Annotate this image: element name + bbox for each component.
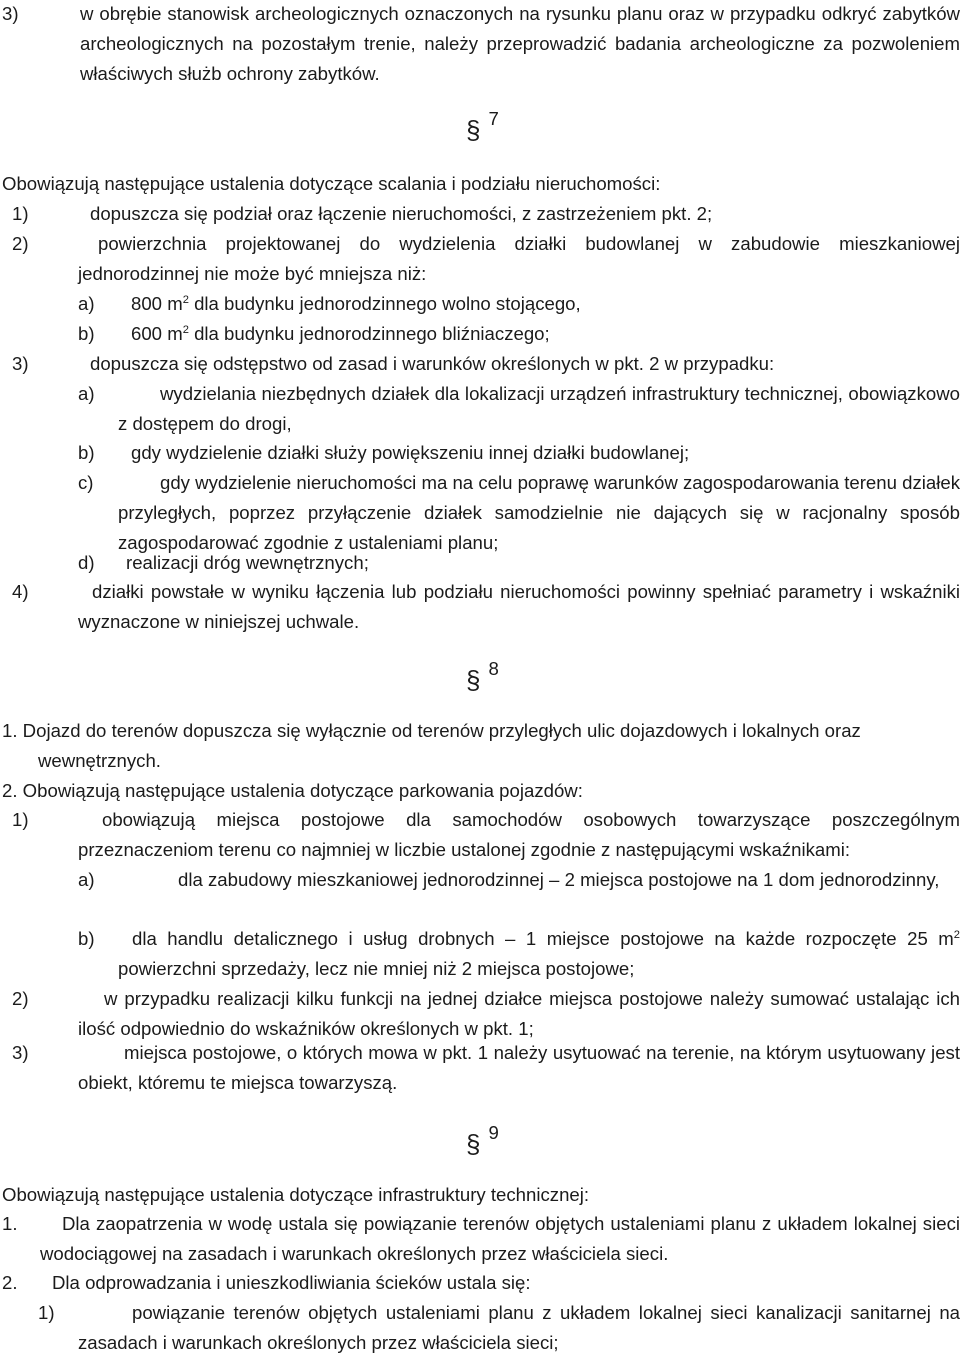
item-label: 3) <box>2 3 19 24</box>
superscript: 2 <box>953 928 960 941</box>
section-symbol: § <box>466 665 481 695</box>
item-label: b) <box>78 323 95 344</box>
section-number: 7 <box>488 108 499 129</box>
s8-item-1a <box>78 865 960 895</box>
section-heading-8 <box>466 658 499 695</box>
s7-item-4 <box>12 577 960 637</box>
item-text: gdy wydzielenie nieruchomości ma na celu poprawę warunków zagospodarowania terenu działek przyległych, poprzez przyłączenie działek samodzielnie nie dających się w racjonalny sposób zagospodarować zgodnie z ustaleniami planu; <box>118 472 960 553</box>
s7-item-3c <box>78 468 960 558</box>
item-label: 1) <box>12 809 29 830</box>
section-heading-9 <box>466 1122 499 1159</box>
s7-item-3b <box>78 438 960 468</box>
item-text: 800 m <box>131 293 183 314</box>
item-label: b) <box>78 928 95 949</box>
section-number: 9 <box>488 1122 499 1143</box>
s7-item-3 <box>12 349 960 379</box>
item-text: dopuszcza się podział oraz łączenie nieruchomości, z zastrzeżeniem pkt. 2; <box>90 203 713 224</box>
section-heading-7 <box>466 108 499 145</box>
item-text: powierzchnia projektowanej do wydzielenia działki budowlanej w zabudowie mieszkaniowej jednorodzinnej nie może być mniejsza niż: <box>78 233 960 284</box>
item-text: dla zabudowy mieszkaniowej jednorodzinnej – 2 miejsca postojowe na 1 dom jednorodzinny, <box>178 869 940 890</box>
item-text-rest: dla budynku jednorodzinnego wolno stojącego, <box>188 293 581 314</box>
s8-item-2 <box>12 984 960 1044</box>
item-label: a) <box>78 869 95 890</box>
item-label: d) <box>78 552 95 573</box>
item-label: 2) <box>12 988 29 1009</box>
s7-item-3d <box>78 548 960 578</box>
section-symbol: § <box>466 1129 481 1159</box>
item-label: 2) <box>12 233 29 254</box>
s8-point-2: 2. Obowiązują następujące ustalenia dotyczące parkowania pojazdów: <box>2 780 583 801</box>
item-text: gdy wydzielenie działki służy powiększeniu innej działki budowlanej; <box>131 442 690 463</box>
item-label: 2. <box>2 1272 18 1293</box>
item-label: 1) <box>38 1302 55 1323</box>
item-label: 3) <box>12 353 29 374</box>
list-item-3-archaeology <box>2 0 960 89</box>
item-text: Dla zaopatrzenia w wodę ustala się powiązanie terenów objętych ustaleniami planu z układem lokalnej sieci wodociągowej na zasadach i warunkach określonych przez właściciela sieci. <box>40 1213 960 1264</box>
s7-item-2a <box>78 289 960 319</box>
item-label: a) <box>78 293 95 314</box>
item-text: dla handlu detalicznego i usług drobnych – 1 miejsce postojowe na każde rozpoczęte 25 m <box>132 928 954 949</box>
point-text: 1. Dojazd do terenów dopuszcza się wyłącznie od terenów przyległych ulic dojazdowych i lokalnych oraz wewnętrznych. <box>2 720 861 771</box>
s8-item-1b <box>78 924 960 984</box>
s7-item-2b <box>78 319 960 349</box>
item-text: realizacji dróg wewnętrznych; <box>126 552 369 573</box>
item-text: wydzielania niezbędnych działek dla lokalizacji urządzeń infrastruktury technicznej, obowiązkowo z dostępem do drogi, <box>118 383 960 434</box>
item-label: c) <box>78 472 94 493</box>
item-label: 1) <box>12 203 29 224</box>
s8-item-1 <box>12 805 960 865</box>
item-text: w obrębie stanowisk archeologicznych oznaczonych na rysunku planu oraz w przypadku odkryć zabytków archeologicznych na pozostałym trenie, należy przeprowadzić badania archeologiczne za pozwoleniem właściwych służb ochrony zabytków. <box>80 3 960 84</box>
item-text: dopuszcza się odstępstwo od zasad i warunków określonych w pkt. 2 w przypadku: <box>90 353 775 374</box>
item-text: powiązanie terenów objętych ustaleniami planu z układem lokalnej sieci kanalizacji sanitarnej na zasadach i warunkach określonych przez właściciela sieci; <box>78 1302 960 1353</box>
item-text: Dla odprowadzania i unieszkodliwiania ścieków ustala się: <box>52 1272 531 1293</box>
item-text: 600 m <box>131 323 183 344</box>
item-text: miejsca postojowe, o których mowa w pkt. 1 należy usytuować na terenie, na którym usytuowany jest obiekt, któremu te miejsca towarzyszą. <box>78 1042 960 1093</box>
item-label: 3) <box>12 1042 29 1063</box>
item-label: 1. <box>2 1213 18 1234</box>
item-text: działki powstałe w wyniku łączenia lub podziału nieruchomości powinny spełniać parametry i wskaźniki wyznaczone w niniejszej uchwale. <box>78 581 960 632</box>
s8-point-1 <box>2 716 960 776</box>
item-label: b) <box>78 442 95 463</box>
item-text-rest: dla budynku jednorodzinnego bliźniaczego; <box>188 323 550 344</box>
s7-item-2 <box>12 229 960 289</box>
s9-point-2 <box>2 1268 960 1298</box>
item-label: 4) <box>12 581 29 602</box>
s7-item-3a <box>78 379 960 439</box>
s9-point-2-item-1 <box>38 1298 960 1358</box>
item-text: obowiązują miejsca postojowe dla samochodów osobowych towarzyszące poszczególnym przeznaczeniom terenu co najmniej w liczbie ustalonej zgodnie z następującymi wskaźnikami: <box>78 809 960 860</box>
item-label: a) <box>78 383 95 404</box>
superscript: 2 <box>182 323 189 336</box>
section-number: 8 <box>488 658 499 679</box>
s7-item-1 <box>12 199 960 229</box>
section-9-intro: Obowiązują następujące ustalenia dotyczące infrastruktury technicznej: <box>2 1184 590 1205</box>
item-text: w przypadku realizacji kilku funkcji na jednej działce miejsca postojowe należy sumować ustalając ich ilość odpowiednio do wskaźników określonych w pkt. 1; <box>78 988 960 1039</box>
superscript: 2 <box>182 293 189 306</box>
section-7-intro: Obowiązują następujące ustalenia dotyczące scalania i podziału nieruchomości: <box>2 173 661 194</box>
item-text-rest: powierzchni sprzedaży, lecz nie mniej niż 2 miejsca postojowe; <box>118 957 635 979</box>
s9-point-1 <box>2 1209 960 1269</box>
section-symbol: § <box>466 115 481 145</box>
s8-item-3 <box>12 1038 960 1098</box>
